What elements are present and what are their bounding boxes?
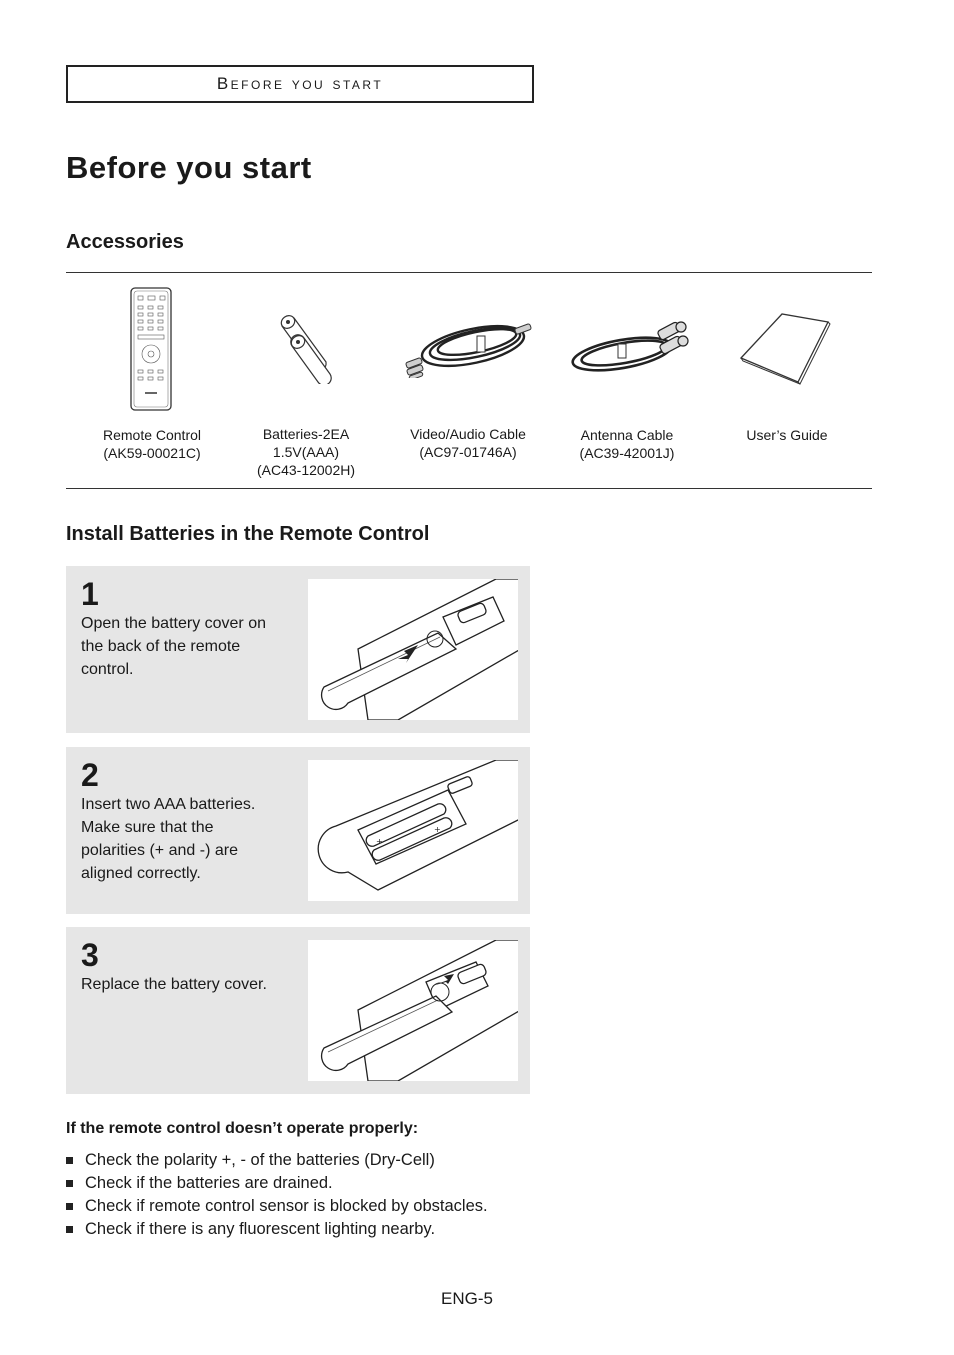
step-3-number: 3 bbox=[81, 937, 99, 973]
bullet-square-icon bbox=[66, 1226, 73, 1233]
troubleshooting-item-2: Check if the batteries are drained. bbox=[85, 1174, 333, 1192]
svg-text:+: + bbox=[376, 837, 383, 846]
step-3-panel bbox=[66, 927, 530, 1094]
accessory-antenna-cable-code: (AC39-42001J) bbox=[579, 445, 675, 461]
accessories-top-rule bbox=[66, 272, 872, 273]
troubleshooting-item-1: Check the polarity +, - of the batteries (Dry-Cell) bbox=[85, 1151, 435, 1169]
list-item bbox=[66, 1149, 488, 1172]
step-2-image bbox=[308, 760, 518, 901]
accessory-label-antenna-cable bbox=[562, 426, 692, 462]
accessory-antenna-cable-name: Antenna Cable bbox=[580, 427, 674, 443]
bullet-square-icon bbox=[66, 1157, 73, 1164]
step-1-panel bbox=[66, 566, 530, 733]
users-guide-image bbox=[738, 310, 832, 386]
video-audio-cable-image bbox=[403, 314, 535, 378]
step-3-text: Replace the battery cover. bbox=[81, 976, 267, 993]
accessory-av-cable-name: Video/Audio Cable bbox=[410, 426, 526, 442]
bullet-square-icon bbox=[66, 1180, 73, 1187]
list-item bbox=[66, 1195, 488, 1218]
step-2-number: 2 bbox=[81, 757, 99, 793]
step-2-text: Insert two AAA batteries. Make sure that the polarities (+ and -) are aligned correctly. bbox=[81, 796, 256, 882]
step-1-image bbox=[308, 579, 518, 720]
install-batteries-heading: Install Batteries in the Remote Control bbox=[66, 523, 430, 545]
list-item bbox=[66, 1172, 488, 1195]
antenna-cable-image bbox=[566, 316, 690, 378]
running-header bbox=[66, 65, 534, 103]
accessory-remote-code: (AK59-00021C) bbox=[103, 445, 201, 461]
troubleshooting-item-3: Check if remote control sensor is blocked by obstacles. bbox=[85, 1197, 488, 1215]
troubleshooting-item-4: Check if there is any fluorescent lighting nearby. bbox=[85, 1220, 436, 1238]
step-1-number: 1 bbox=[81, 576, 99, 612]
remote-control-image bbox=[128, 286, 174, 412]
accessory-label-av-cable bbox=[398, 425, 538, 461]
step-1-text: Open the battery cover on the back of the remote control. bbox=[81, 615, 266, 678]
troubleshooting-heading: If the remote control doesn’t operate properly: bbox=[66, 1120, 419, 1137]
page-number: ENG-5 bbox=[441, 1289, 493, 1308]
list-item bbox=[66, 1218, 488, 1241]
accessory-label-remote bbox=[87, 426, 217, 462]
accessory-label-users-guide bbox=[722, 426, 852, 444]
accessory-av-cable-code: (AC97-01746A) bbox=[419, 444, 517, 460]
accessories-heading: Accessories bbox=[66, 231, 184, 253]
svg-text:+: + bbox=[434, 825, 441, 834]
accessory-label-batteries bbox=[241, 425, 371, 479]
page-title: Before you start bbox=[66, 150, 312, 185]
accessory-users-guide-name: User’s Guide bbox=[746, 427, 828, 443]
accessories-bottom-rule bbox=[66, 488, 872, 489]
running-header-text: Before you start bbox=[216, 74, 384, 93]
troubleshooting-list bbox=[66, 1149, 488, 1241]
step-2-panel bbox=[66, 747, 530, 914]
bullet-square-icon bbox=[66, 1203, 73, 1210]
step-3-image bbox=[308, 940, 518, 1081]
accessory-batteries-code: (AC43-12002H) bbox=[256, 462, 356, 478]
batteries-image bbox=[274, 312, 338, 384]
accessory-remote-name: Remote Control bbox=[102, 427, 202, 443]
accessory-batteries-spec: 1.5V(AAA) bbox=[272, 444, 340, 460]
accessory-batteries-name: Batteries-2EA bbox=[262, 426, 350, 442]
